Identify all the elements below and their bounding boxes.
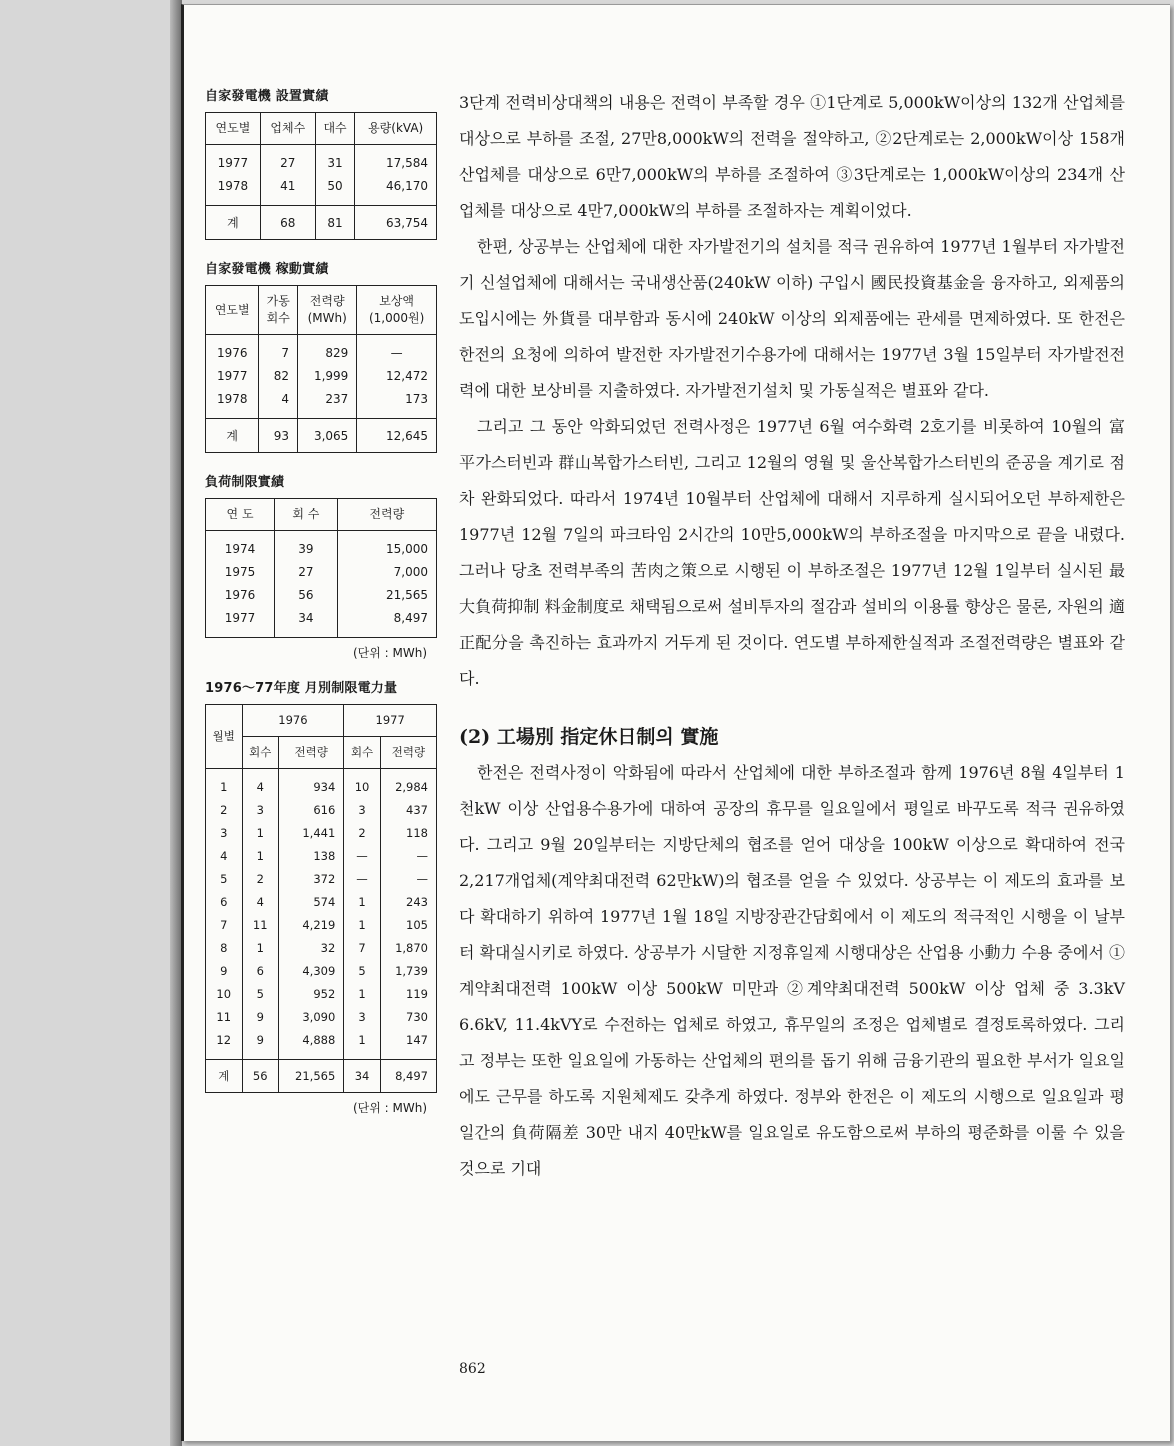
table-header: 전력량 <box>279 737 344 769</box>
table-cell: 56 <box>242 1060 279 1093</box>
table-cell: 7,000 <box>337 561 436 584</box>
table-cell: 12 <box>206 1029 243 1060</box>
table-cell: 12,472 <box>357 365 437 388</box>
table-cell: 1976 <box>206 584 275 607</box>
table-row <box>206 584 437 607</box>
table-total-row <box>206 1060 437 1093</box>
table-row <box>206 1029 437 1060</box>
table-cell: 118 <box>380 822 436 845</box>
table-header: 보상액 (1,000원) <box>357 286 437 335</box>
table-header: 회 수 <box>275 499 338 531</box>
table-cell: 1 <box>242 845 279 868</box>
page-number: 862 <box>459 1361 486 1377</box>
table-cell: 934 <box>279 769 344 800</box>
table-row <box>206 388 437 419</box>
table-cell: 119 <box>380 983 436 1006</box>
table-cell: 41 <box>260 175 315 206</box>
table-cell: 1976 <box>206 335 259 366</box>
table-row <box>206 561 437 584</box>
table-cell: 372 <box>279 868 344 891</box>
table-header: 용량(kVA) <box>355 113 437 145</box>
table-cell: 1 <box>344 983 381 1006</box>
table-row <box>206 868 437 891</box>
table-cell: — <box>344 845 381 868</box>
table-row <box>206 145 437 176</box>
table-cell: 27 <box>275 561 338 584</box>
table-cell: 4,219 <box>279 914 344 937</box>
table-cell: 계 <box>206 1060 243 1093</box>
table-cell: 4 <box>206 845 243 868</box>
table-cell: — <box>380 845 436 868</box>
table-cell: 1977 <box>206 145 261 176</box>
table-generator-installation <box>205 112 437 240</box>
table-cell: 17,584 <box>355 145 437 176</box>
table-header: 가동 회수 <box>259 286 298 335</box>
table-header: 업체수 <box>260 113 315 145</box>
table-cell: 4 <box>259 388 298 419</box>
table-cell: 3 <box>242 799 279 822</box>
table-cell: 68 <box>260 206 315 240</box>
table-cell: 50 <box>315 175 355 206</box>
table-cell: 계 <box>206 206 261 240</box>
table-cell: 1 <box>242 822 279 845</box>
main-text <box>459 85 1125 1187</box>
table-cell: 93 <box>259 419 298 453</box>
table-title: 自家發電機 設置實績 <box>205 89 329 104</box>
table-row <box>206 607 437 638</box>
table-cell: 237 <box>298 388 357 419</box>
table-cell: 21,565 <box>279 1060 344 1093</box>
table-header: 월별 <box>206 705 243 769</box>
table-cell: 15,000 <box>337 531 436 562</box>
table-title: 自家發電機 稼動實績 <box>205 262 329 277</box>
table-cell: 1,739 <box>380 960 436 983</box>
table-cell: 1974 <box>206 531 275 562</box>
table-cell: 616 <box>279 799 344 822</box>
table-cell: 1975 <box>206 561 275 584</box>
table-cell: 5 <box>344 960 381 983</box>
table-cell: 32 <box>279 937 344 960</box>
table-cell: 8 <box>206 937 243 960</box>
table-cell: 12,645 <box>357 419 437 453</box>
table-cell: — <box>344 868 381 891</box>
table-cell: 1977 <box>206 365 259 388</box>
table-header: 회수 <box>242 737 279 769</box>
sidebar-tables <box>205 85 437 1132</box>
table-cell: 3 <box>206 822 243 845</box>
table-cell: 1 <box>242 937 279 960</box>
table-cell: 1977 <box>206 607 275 638</box>
table-cell: 2 <box>206 799 243 822</box>
table-cell: 1978 <box>206 175 261 206</box>
section-heading: (2) 工場別 指定休日制의 實施 <box>459 726 719 748</box>
table-cell: 6 <box>206 891 243 914</box>
table-cell: 105 <box>380 914 436 937</box>
table-header: 1977 <box>344 705 437 737</box>
table-cell: 11 <box>242 914 279 937</box>
table-cell: 4 <box>242 769 279 800</box>
table-cell: 7 <box>344 937 381 960</box>
table-cell: 1 <box>206 769 243 800</box>
table-header: 연 도 <box>206 499 275 531</box>
table-row <box>206 914 437 937</box>
table-cell: 1978 <box>206 388 259 419</box>
table-cell: 2 <box>242 868 279 891</box>
table-row <box>206 1006 437 1029</box>
table-title: 負荷制限實績 <box>205 475 285 490</box>
table-generator-operation <box>205 285 437 453</box>
table-load-restriction <box>205 498 437 638</box>
table-cell: 10 <box>344 769 381 800</box>
table-row <box>206 845 437 868</box>
table-row <box>206 175 437 206</box>
table-cell: 34 <box>275 607 338 638</box>
table-cell: 2 <box>344 822 381 845</box>
table-unit-note: (단위 : MWh) <box>352 646 427 660</box>
table-cell: 21,565 <box>337 584 436 607</box>
table-cell: 8,497 <box>380 1060 436 1093</box>
table-cell: 46,170 <box>355 175 437 206</box>
paragraph: 3단계 전력비상대책의 내용은 전력이 부족할 경우 ①1단계로 5,000kW이상의 132개 산업체를 대상으로 부하를 조절, 27만8,000kW의 전력을 절약하고, ②2단계로는 2,000kW이상 158개 산업체를 대상으로 6만7,000kW의 부하를 조절하여 ③3단계로는 1,000kW이상의 234개 산업체를 대상으로 4만7,000kW의 부하를 조절하자는 계획이었다. <box>459 93 1125 220</box>
table-cell: 138 <box>279 845 344 868</box>
table-cell: 31 <box>315 145 355 176</box>
table-cell: — <box>380 868 436 891</box>
table-cell: 56 <box>275 584 338 607</box>
table-cell: 173 <box>357 388 437 419</box>
table-cell: 6 <box>242 960 279 983</box>
table-cell: 39 <box>275 531 338 562</box>
table-row <box>206 960 437 983</box>
table-cell: 2,984 <box>380 769 436 800</box>
table-header: 연도별 <box>206 113 261 145</box>
table-row <box>206 983 437 1006</box>
table-cell: 82 <box>259 365 298 388</box>
table-cell: 34 <box>344 1060 381 1093</box>
table-row <box>206 822 437 845</box>
table-unit-note: (단위 : MWh) <box>352 1101 427 1115</box>
table-cell: 3 <box>344 1006 381 1029</box>
document-page <box>181 4 1170 1441</box>
table-cell: 3,065 <box>298 419 357 453</box>
table-row <box>206 891 437 914</box>
table-cell: 730 <box>380 1006 436 1029</box>
paragraph: 한편, 상공부는 산업체에 대한 자가발전기의 설치를 적극 권유하여 1977년 1월부터 자가발전기 신설업체에 대해서는 국내생산품(240kW 이하) 구입시 國民投資基金을 융자하고, 외제품의 도입시에는 外貨를 대부함과 동시에 240kW 이상의 외제품에는 관세를 면제하였다. 또 한전은 한전의 요청에 의하여 발전한 자가발전기수용가에 대해서는 1977년 3월 15일부터 자가발전전력에 대한 보상비를 지출하였다. 자가발전기설치 및 가동실적은 별표와 같다. <box>459 237 1125 400</box>
table-cell: 8,497 <box>337 607 436 638</box>
table-header: 1976 <box>242 705 344 737</box>
table-cell: 7 <box>206 914 243 937</box>
table-cell: 147 <box>380 1029 436 1060</box>
table-cell: 27 <box>260 145 315 176</box>
table-cell: 952 <box>279 983 344 1006</box>
table-cell: 437 <box>380 799 436 822</box>
table-cell: 11 <box>206 1006 243 1029</box>
table-cell: 1 <box>344 891 381 914</box>
table-cell: 1,441 <box>279 822 344 845</box>
table-title: 1976～77年度 月別制限電力量 <box>205 681 398 696</box>
table-cell: 7 <box>259 335 298 366</box>
table-cell: 9 <box>242 1029 279 1060</box>
table-cell: 81 <box>315 206 355 240</box>
table-header: 전력량 <box>380 737 436 769</box>
table-monthly-restriction <box>205 704 437 1093</box>
table-cell: 829 <box>298 335 357 366</box>
table-cell: 3,090 <box>279 1006 344 1029</box>
table-cell: 4,309 <box>279 960 344 983</box>
table-cell: 9 <box>206 960 243 983</box>
table-row <box>206 937 437 960</box>
table-cell: 1 <box>344 914 381 937</box>
table-header: 연도별 <box>206 286 259 335</box>
table-cell: 574 <box>279 891 344 914</box>
paragraph: 그리고 그 동안 악화되었던 전력사정은 1977년 6월 여수화력 2호기를 비롯하여 10월의 富平가스터빈과 群山복합가스터빈, 그리고 12월의 영월 및 울산복합가스터빈의 준공을 계기로 점차 완화되었다. 따라서 1974년 10월부터 산업체에 대해서 지루하게 실시되어오던 부하제한은 1977년 12월 7일의 파크타임 2시간의 10만5,000kW의 부하조절을 마지막으로 끝을 내렸다. 그러나 당초 전력부족의 苦肉之策으로 시행된 이 부하조절은 1977년 12월 1일부터 실시된 最大負荷抑制 料金制度로 채택됨으로써 설비투자의 절감과 설비의 이용률 향상은 물론, 자원의 適正配分을 촉진하는 효과까지 거두게 된 것이다. 연도별 부하제한실적과 조절전력량은 별표와 같다. <box>459 417 1125 688</box>
table-cell: 10 <box>206 983 243 1006</box>
table-cell: 4,888 <box>279 1029 344 1060</box>
table-cell: 4 <box>242 891 279 914</box>
table-header: 전력량 <box>337 499 436 531</box>
table-row <box>206 335 437 366</box>
table-cell: 1,999 <box>298 365 357 388</box>
table-cell: 1 <box>344 1029 381 1060</box>
table-cell: 3 <box>344 799 381 822</box>
table-header: 대수 <box>315 113 355 145</box>
table-row <box>206 769 437 800</box>
table-cell: 1,870 <box>380 937 436 960</box>
table-total-row <box>206 419 437 453</box>
table-cell: 243 <box>380 891 436 914</box>
table-row <box>206 531 437 562</box>
table-cell: 9 <box>242 1006 279 1029</box>
table-header: 전력량 (MWh) <box>298 286 357 335</box>
table-cell: — <box>357 335 437 366</box>
table-row <box>206 799 437 822</box>
table-row <box>206 365 437 388</box>
table-cell: 63,754 <box>355 206 437 240</box>
paragraph: 한전은 전력사정이 악화됨에 따라서 산업체에 대한 부하조절과 함께 1976년 8월 4일부터 1천kW 이상 산업용수용가에 대하여 공장의 휴무를 일요일에서 평일로 바꾸도록 적극 권유하였다. 그리고 9월 20일부터는 지방단체의 협조를 얻어 대상을 100kW 이상으로 확대하여 전국 2,217개업체(계약최대전력 62만kW)의 협조를 얻을 수 있었다. 상공부는 이 제도의 효과를 보다 확대하기 위하여 1977년 1월 18일 지방장관간담회에서 이 제도의 적극적인 시행을 이 날부터 확대실시키로 하였다. 상공부가 시달한 지정휴일제 시행대상은 산업용 小動力 수용 중에서 ①계약최대전력 100kW 이상 500kW 미만과 ②계약최대전력 500kW 이상 업체 중 3.3kV 6.6kV, 11.4kVY로 수전하는 업체로 하였고, 휴무일의 조정은 업체별로 결정토록하였다. 그리고 정부는 또한 일요일에 가동하는 산업체의 편의를 돕기 위해 금융기관의 필요한 부서가 일요일에도 근무를 하도록 지원체제도 갖추게 하였다. 정부와 한전은 이 제도의 시행으로 일요일과 평일간의 負荷隔差 30만 내지 40만kW를 일요일로 유도함으로써 부하의 평준화를 이룰 수 있을 것으로 기대 <box>459 763 1125 1178</box>
table-cell: 5 <box>242 983 279 1006</box>
table-header: 회수 <box>344 737 381 769</box>
table-total-row <box>206 206 437 240</box>
table-cell: 계 <box>206 419 259 453</box>
table-cell: 5 <box>206 868 243 891</box>
